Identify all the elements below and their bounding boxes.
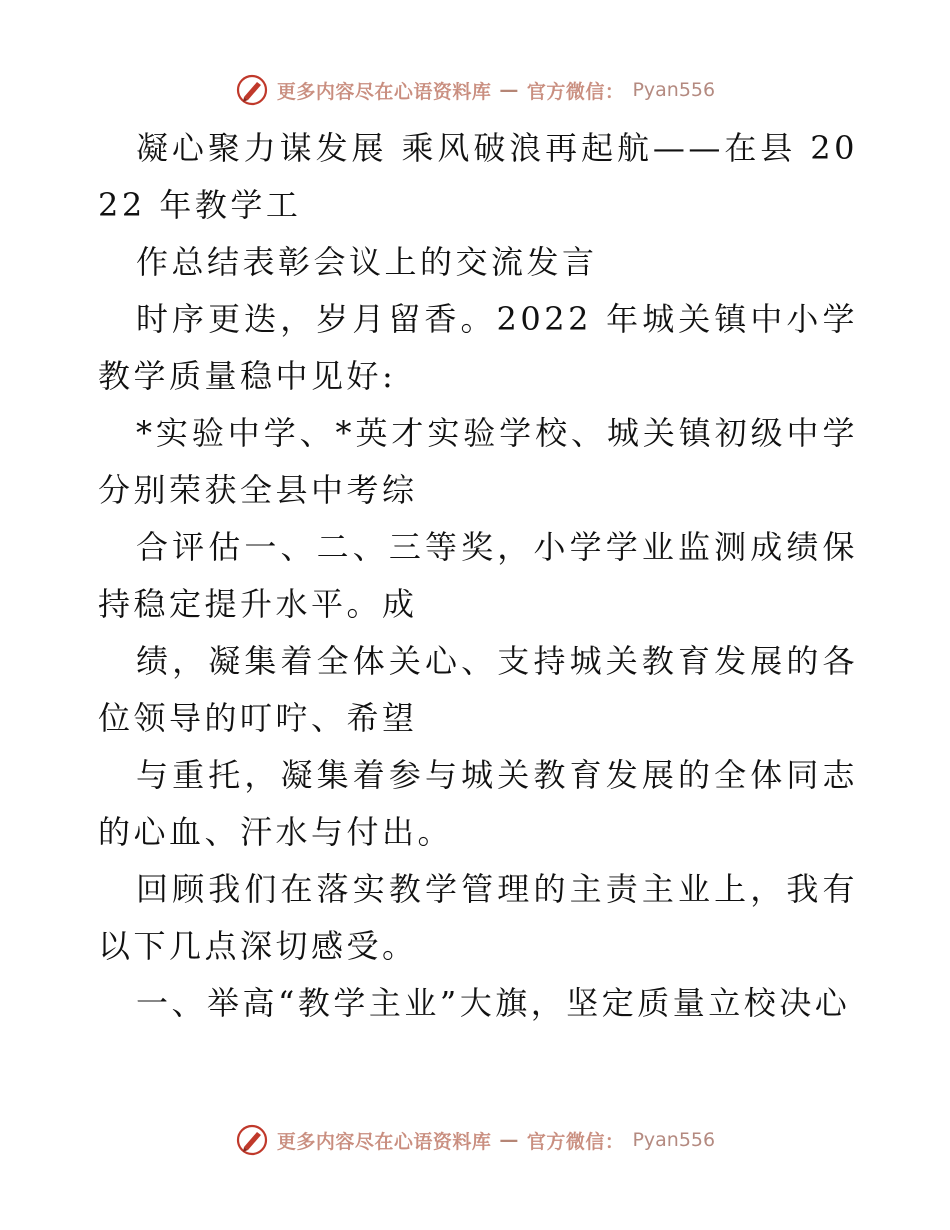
paragraph-title-line-2: 作总结表彰会议上的交流发言 <box>136 243 598 281</box>
watermark-dash: — <box>499 1129 519 1151</box>
watermark-site-text: 更多内容尽在心语资料库 <box>276 80 492 103</box>
pen-seal-logo-icon <box>235 73 269 107</box>
watermark-wechat-account: Pyan556 <box>632 79 716 101</box>
watermark-wechat-label: 官方微信： <box>526 80 625 103</box>
section-heading-1: 一、举高“教学主业”大旗，坚定质量立校决心 <box>136 984 851 1022</box>
watermark-wechat-label: 官方微信： <box>526 1130 625 1153</box>
paragraph-2: *实验中学、*英才实验学校、城关镇初级中学分别荣获全县中考综 <box>98 414 858 509</box>
paragraph-3: 合评估一、二、三等奖，小学学业监测成绩保持稳定提升水平。成 <box>98 528 858 623</box>
pen-seal-logo-icon <box>235 1123 269 1157</box>
document-body <box>98 120 858 1032</box>
watermark-dash: — <box>499 79 519 101</box>
watermark-wechat-account: Pyan556 <box>632 1129 716 1151</box>
paragraph-4: 绩，凝集着全体关心、支持城关教育发展的各位领导的叮咛、希望 <box>98 642 858 737</box>
watermark-site-text: 更多内容尽在心语资料库 <box>276 1130 492 1153</box>
paragraph-title-line-1: 凝心聚力谋发展 乘风破浪再起航——在县 2022 年教学工 <box>98 129 858 224</box>
header-watermark <box>0 70 950 110</box>
paragraph-1: 时序更迭，岁月留香。2022 年城关镇中小学教学质量稳中见好: <box>98 300 858 395</box>
paragraph-5: 与重托，凝集着参与城关教育发展的全体同志的心血、汗水与付出。 <box>98 756 858 851</box>
paragraph-6: 回顾我们在落实教学管理的主责主业上，我有以下几点深切感受。 <box>98 870 858 965</box>
footer-watermark <box>0 1120 950 1160</box>
